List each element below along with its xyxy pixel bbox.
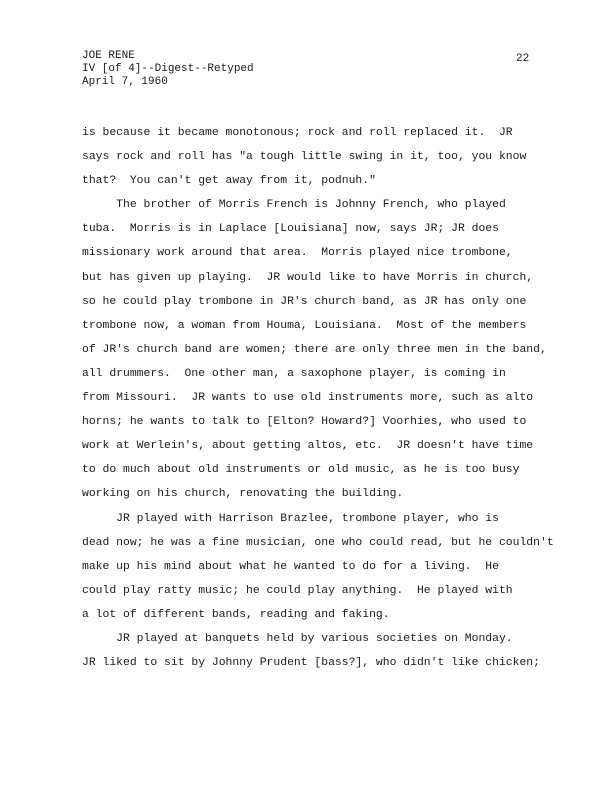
body-line: working on his church, renovating the building. (82, 488, 404, 501)
body-line: so he could play trombone in JR's church band, as JR has only one (82, 295, 527, 308)
body-line: dead now; he was a fine musician, one who could read, but he couldn't (82, 536, 554, 549)
body-line: work at Werlein's, about getting altos, etc. JR doesn't have time (82, 440, 534, 453)
body-line: all drummers. One other man, a saxophone player, is coming in (82, 367, 506, 380)
body-line: of JR's church band are women; there are only three men in the band, (82, 343, 547, 356)
document-body (82, 121, 582, 675)
body-line: could play ratty music; he could play anything. He played with (82, 584, 513, 597)
body-line: JR played with Harrison Brazlee, trombone player, who is (82, 512, 499, 525)
body-line: that? You can't get away from it, podnuh." (82, 175, 376, 188)
body-line: horns; he wants to talk to [Elton? Howard?] Voorhies, who used to (82, 416, 527, 429)
body-line: JR played at banquets held by various societies on Monday. (82, 632, 513, 645)
body-line: a lot of different bands, reading and faking. (82, 608, 390, 621)
body-line: trombone now, a woman from Houma, Louisiana. Most of the members (82, 319, 527, 332)
body-line: says rock and roll has "a tough little swing in it, too, you know (82, 151, 527, 164)
document-header (82, 50, 254, 89)
page-number: 22 (516, 53, 530, 65)
body-line: tuba. Morris is in Laplace [Louisiana] now, says JR; JR does (82, 223, 499, 236)
body-line: missionary work around that area. Morris played nice trombone, (82, 247, 513, 260)
body-line: is because it became monotonous; rock and roll replaced it. JR (82, 127, 513, 139)
body-line: JR liked to sit by Johnny Prudent [bass?], who didn't like chicken; (82, 657, 540, 670)
header-reel-info: IV [of 4]--Digest--Retyped (82, 63, 254, 75)
body-line: The brother of Morris French is Johnny French, who played (82, 199, 506, 212)
body-line: to do much about old instruments or old music, as he is too busy (82, 464, 520, 477)
body-line: make up his mind about what he wanted to do for a living. He (82, 560, 499, 573)
body-line: but has given up playing. JR would like to have Morris in church, (82, 271, 534, 284)
header-date: April 7, 1960 (82, 76, 168, 88)
header-interviewee: JOE RENE (82, 50, 135, 62)
body-line: from Missouri. JR wants to use old instruments more, such as alto (82, 392, 534, 405)
